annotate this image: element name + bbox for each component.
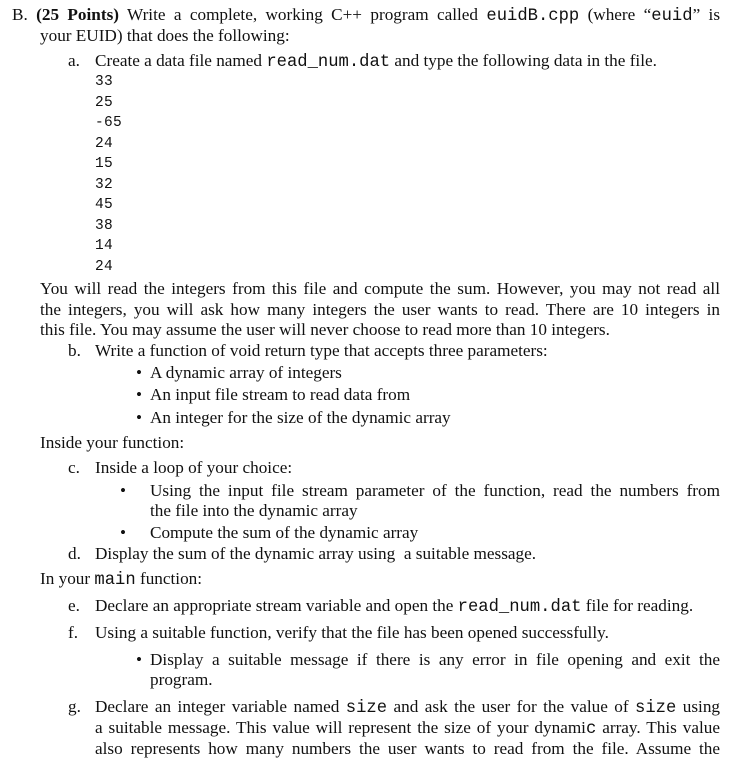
bullet-icon: •	[136, 650, 143, 669]
size-code: size	[635, 699, 677, 718]
item-c-bullet-1-line-1: Using the input file stream parameter of the function, read the numbers from	[150, 481, 720, 500]
item-c-bullet-1-line-2: the file into the dynamic array	[150, 501, 358, 520]
data-value: 14	[95, 238, 114, 254]
data-filename: read_num.dat	[457, 598, 582, 617]
paragraph-line: You will read the integers from this file and compute the sum. However, you may not read all	[40, 279, 720, 298]
data-filename: read_num.dat	[266, 53, 391, 72]
bullet-icon: •	[120, 523, 127, 542]
item-g-line-1: Declare an integer variable named size and ask the user for the value of size using	[95, 697, 721, 718]
item-b-marker: b.	[68, 341, 81, 360]
header-line-1: B. (25 Points) Write a complete, working C++ program called euidB.cpp (where “euid” is	[12, 5, 721, 26]
item-g-marker: g.	[68, 697, 81, 716]
item-f-bullet-line-1: Display a suitable message if there is any error in file opening and exit the	[150, 650, 720, 669]
item-f-marker: f.	[68, 623, 79, 642]
data-value: 45	[95, 197, 114, 213]
cpp-filename: euidB.cpp	[486, 7, 580, 26]
item-c-bullet-2: Compute the sum of the dynamic array	[150, 523, 419, 542]
data-value: -65	[95, 115, 123, 131]
item-e-text: Declare an appropriate stream variable and open the read_num.dat file for reading.	[95, 596, 694, 617]
bullet-icon: •	[120, 481, 127, 500]
item-c-text: Inside a loop of your choice:	[95, 458, 293, 477]
main-code: main	[94, 571, 136, 590]
points-label: (25 Points)	[36, 5, 119, 24]
paragraph-line: the integers, you will ask how many integers the user wants to read. There are 10 integers in	[40, 299, 720, 319]
data-value: 25	[95, 94, 114, 111]
item-a-text: Create a data file named read_num.dat and type the following data in the file.	[95, 51, 657, 72]
data-value: 15	[95, 156, 114, 172]
header-line-2: your EUID) that does the following:	[40, 26, 290, 45]
bullet-icon: •	[136, 363, 143, 382]
item-b-bullet: A dynamic array of integers	[150, 363, 342, 382]
data-value: 32	[95, 176, 114, 193]
item-b-text: Write a function of void return type that accepts three parameters:	[95, 341, 548, 360]
data-value: 24	[95, 135, 114, 152]
item-d-marker: d.	[68, 544, 81, 563]
inside-function-heading: Inside your function:	[40, 433, 185, 452]
data-value: 33	[95, 74, 114, 90]
paragraph-line: this file. You may assume the user will never choose to read more than 10 integers.	[40, 320, 610, 339]
item-a-marker: a.	[68, 51, 80, 70]
bullet-icon: •	[136, 385, 143, 404]
size-code: size	[345, 699, 388, 718]
item-c-marker: c.	[68, 458, 80, 477]
section-label: B.	[12, 5, 28, 24]
item-e-marker: e.	[68, 596, 80, 615]
item-d-text: Display the sum of the dynamic array using a suitable message.	[95, 544, 537, 563]
main-function-heading: In your main function:	[40, 569, 203, 590]
item-g-line-2: a suitable message. This value will represent the size of your dynamic array. This value	[95, 718, 720, 739]
item-f-bullet-line-2: program.	[150, 670, 213, 689]
data-value: 24	[95, 258, 114, 275]
item-g-line-3: also represents how many numbers the user wants to read from the file. Assume the	[95, 739, 720, 758]
item-b-bullet: An input file stream to read data from	[150, 385, 411, 404]
item-b-bullet: An integer for the size of the dynamic array	[150, 408, 451, 427]
bullet-icon: •	[136, 408, 143, 427]
item-f-text: Using a suitable function, verify that the file has been opened successfully.	[95, 623, 609, 642]
euid-code: euid	[651, 7, 693, 26]
data-value: 38	[95, 217, 114, 234]
